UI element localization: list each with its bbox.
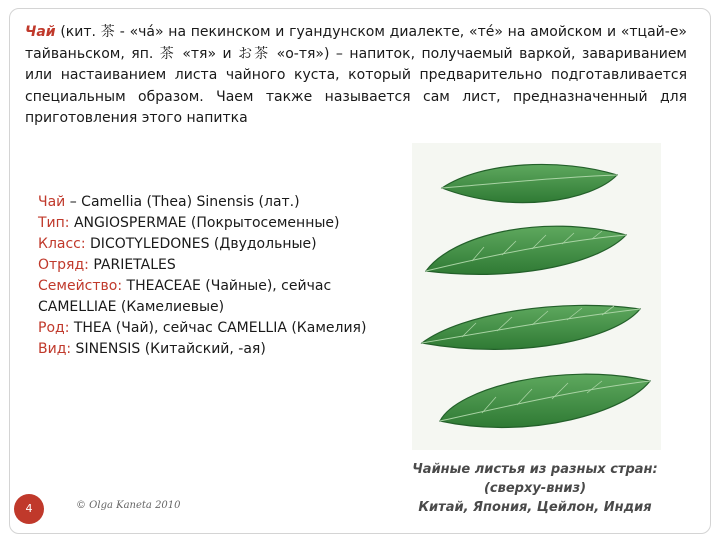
leaf-ceylon xyxy=(422,305,640,349)
caption-line-1: Чайные листья из разных стран: xyxy=(412,462,658,477)
intro-text: (кит. 茶 - «ча́» на пекинском и гуандунском диалекте, «тé» на амойском и «тцай-е» тайваньском, яп. 茶 «тя» и お茶 «о-тя») – напиток, получаемый варкой, завариванием или настаиванием листа чайного куста, который предварительно подготавливается специальным образом. Чаем также называется сам лист, предназначенный для приготовления этого напитка xyxy=(25,24,687,126)
taxonomy-label: Отряд: xyxy=(38,257,89,273)
tea-leaves-image xyxy=(412,143,661,450)
taxonomy-label: Тип: xyxy=(38,215,70,231)
leaf-india xyxy=(440,374,650,427)
caption-line-3: Китай, Япония, Цейлон, Индия xyxy=(418,500,652,515)
copyright-text: © Olga Kaneta 2010 xyxy=(76,500,181,511)
taxonomy-row-class xyxy=(38,234,368,255)
taxonomy-label: Класс: xyxy=(38,236,86,252)
taxonomy-value: ANGIOSPERMAE (Покрытосеменные) xyxy=(69,215,340,231)
taxonomy-label: Семейство: xyxy=(38,278,123,294)
taxonomy-row-order xyxy=(38,255,368,276)
taxonomy-row-species xyxy=(38,339,368,360)
page-number-badge: 4 xyxy=(14,494,44,524)
taxonomy-list xyxy=(38,192,368,360)
taxonomy-value: DICOTYLEDONES (Двудольные) xyxy=(85,236,317,252)
taxonomy-row-genus xyxy=(38,318,368,339)
taxonomy-row-type xyxy=(38,213,368,234)
taxonomy-label: Чай xyxy=(38,194,66,210)
taxonomy-row-species-name xyxy=(38,192,368,213)
taxonomy-row-family xyxy=(38,276,368,318)
intro-term: Чай xyxy=(25,24,56,40)
taxonomy-value: – Camellia (Thea) Sinensis (лат.) xyxy=(65,194,300,210)
tea-leaves-illustration xyxy=(412,143,661,450)
leaf-china xyxy=(442,164,617,202)
taxonomy-value: THEACEAE (Чайные), сейчас CAMELLIAE (Камелиевые) xyxy=(38,278,332,315)
taxonomy-value: THEA (Чай), сейчас CAMELLIA (Камелия) xyxy=(69,320,367,336)
taxonomy-value: PARIETALES xyxy=(88,257,176,273)
taxonomy-label: Вид: xyxy=(38,341,72,357)
caption-line-2: (сверху-вниз) xyxy=(483,481,587,496)
intro-paragraph xyxy=(25,22,687,130)
image-caption xyxy=(380,460,690,517)
taxonomy-label: Род: xyxy=(38,320,70,336)
taxonomy-value: SINENSIS (Китайский, -ая) xyxy=(71,341,266,357)
leaf-japan xyxy=(426,226,626,274)
